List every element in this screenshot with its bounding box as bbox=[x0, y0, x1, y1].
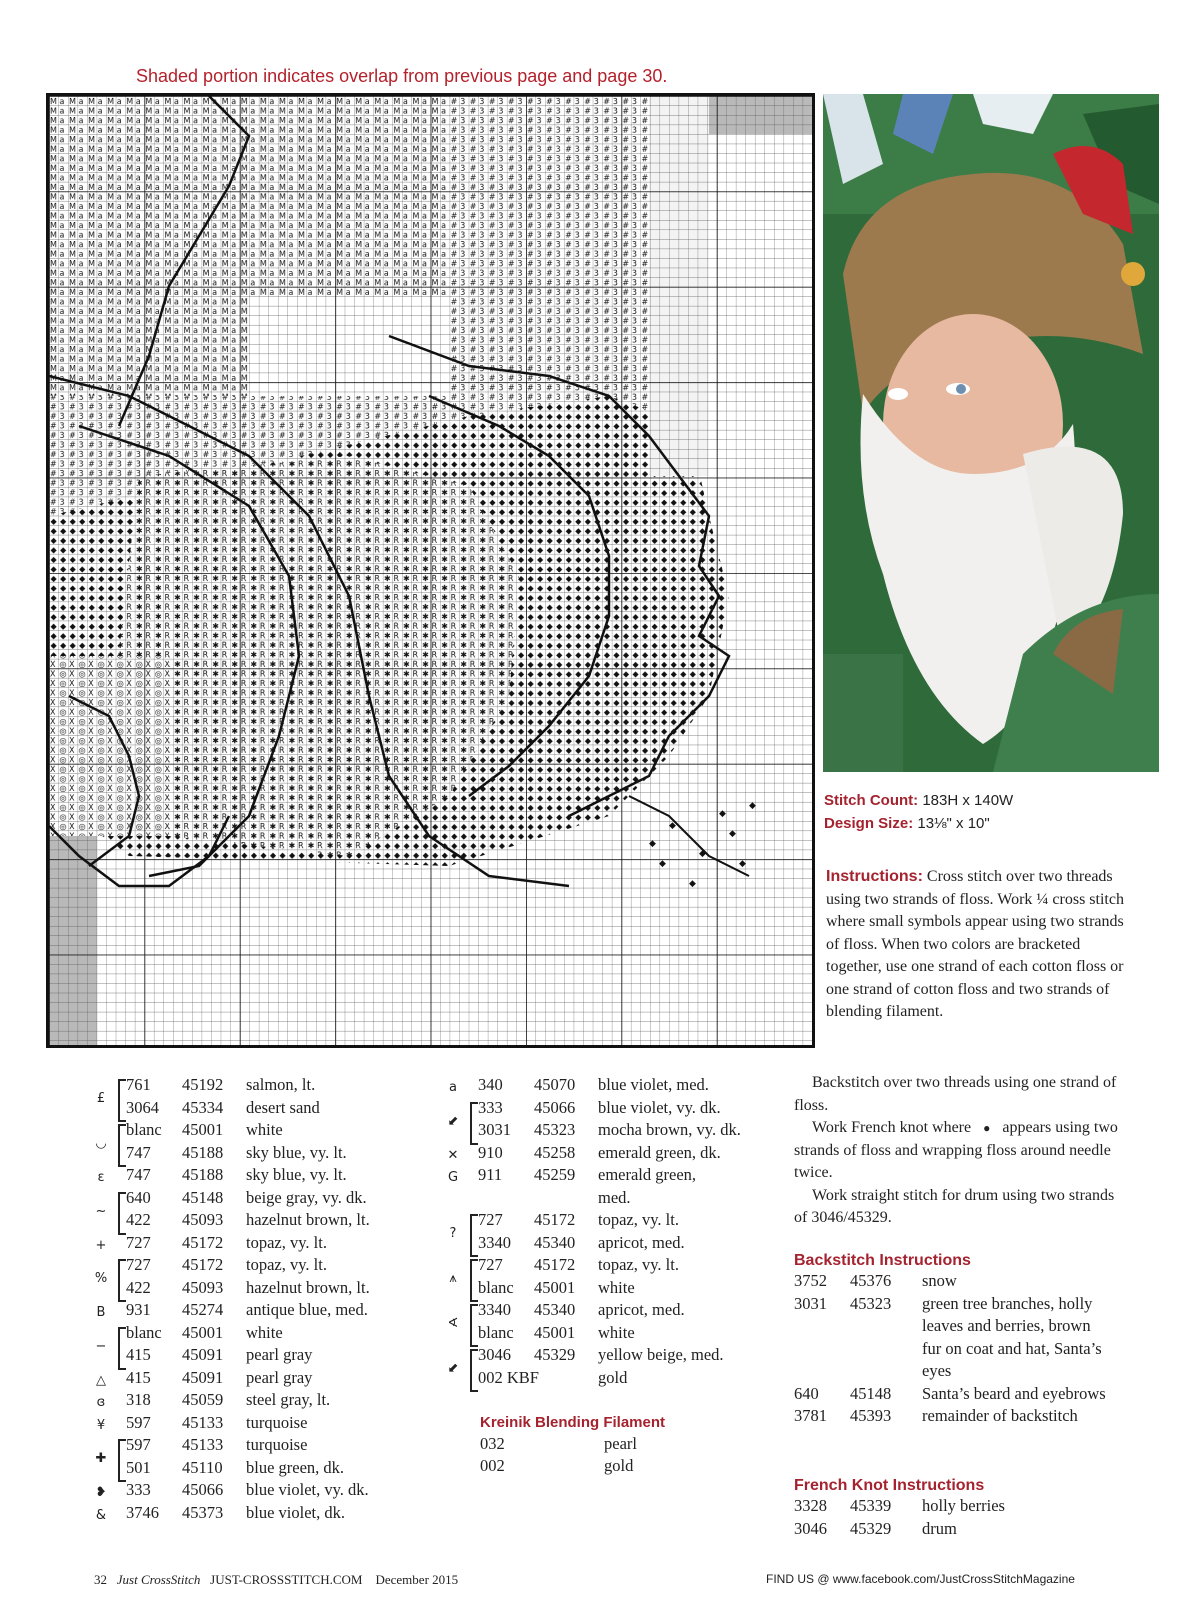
legend-color-name: blue violet, vy. dk. bbox=[598, 1097, 721, 1117]
legend-anchor-code: 45091 bbox=[182, 1367, 224, 1387]
legend-anchor-code: 45373 bbox=[182, 1502, 224, 1522]
legend-color-name: blue violet, dk. bbox=[246, 1502, 345, 1522]
legend-color-name: turquoise bbox=[246, 1435, 308, 1454]
legend-dmc-code: 640 bbox=[126, 1187, 151, 1207]
legend-anchor-code: 45093 bbox=[182, 1210, 224, 1229]
legend-color-name: emerald green, bbox=[598, 1165, 697, 1184]
legend-dmc-code: 761 bbox=[126, 1075, 151, 1094]
legend-color-name: topaz, vy. lt. bbox=[598, 1210, 679, 1229]
row-anchor-code: 45148 bbox=[850, 1383, 892, 1403]
legend-color-name: mocha brown, vy. dk. bbox=[598, 1120, 741, 1139]
legend-symbol-icon: ¥ bbox=[96, 1417, 106, 1433]
legend-anchor-code: 45172 bbox=[182, 1255, 224, 1274]
legend-color-name: emerald green, dk. bbox=[598, 1142, 721, 1162]
legend-symbol-icon: ✚ bbox=[95, 1451, 107, 1467]
bracket bbox=[118, 1439, 126, 1482]
legend-anchor-code: 45001 bbox=[182, 1120, 224, 1139]
legend-dmc-code: 727 bbox=[478, 1210, 503, 1229]
french-knot-dot-icon: ● bbox=[983, 1121, 991, 1135]
svg-text:◆: ◆ bbox=[739, 859, 746, 869]
legend-color-name: apricot, med. bbox=[598, 1300, 685, 1319]
legend-dmc-code: 747 bbox=[126, 1165, 151, 1184]
legend-dmc-code: 422 bbox=[126, 1277, 151, 1297]
issue-date: December 2015 bbox=[375, 1572, 459, 1587]
row-dmc-code: 3781 bbox=[794, 1406, 827, 1425]
row-anchor-code: 45323 bbox=[850, 1293, 892, 1313]
legend-dmc-code: 727 bbox=[478, 1255, 503, 1274]
instruction-row bbox=[794, 1293, 1124, 1383]
svg-text:◆: ◆ bbox=[719, 809, 726, 819]
legend-color-name: yellow beige, med. bbox=[598, 1345, 724, 1364]
stitch-count-label: Stitch Count: bbox=[824, 792, 919, 809]
legend-dmc-code: 3064 bbox=[126, 1097, 159, 1117]
legend-color-name: pearl gray bbox=[246, 1345, 313, 1364]
svg-text:◆: ◆ bbox=[729, 829, 736, 839]
legend-dmc-code: 501 bbox=[126, 1457, 151, 1477]
instructions-block bbox=[826, 866, 1126, 1024]
legend-color-name: med. bbox=[598, 1187, 631, 1207]
instructions-para2: Backstitch over two threads using one strand of floss. bbox=[794, 1074, 1117, 1114]
legend-color-name: sky blue, vy. lt. bbox=[246, 1165, 347, 1184]
instruction-row bbox=[794, 1495, 1124, 1518]
row-anchor-code: 45329 bbox=[850, 1518, 892, 1538]
instructions-lead: Instructions: bbox=[826, 868, 923, 885]
legend-anchor-code: 45059 bbox=[182, 1390, 224, 1409]
backstitch-section bbox=[794, 1252, 1124, 1428]
legend-color-name: white bbox=[246, 1322, 283, 1342]
legend-anchor-code: 45274 bbox=[182, 1300, 224, 1319]
legend-anchor-code: 45172 bbox=[182, 1232, 224, 1252]
legend-symbol-icon: £ bbox=[96, 1091, 106, 1107]
legend-anchor-code: 45172 bbox=[534, 1210, 576, 1229]
legend-dmc-code: 415 bbox=[126, 1367, 151, 1387]
row-description: remainder of backstitch bbox=[922, 1406, 1078, 1425]
legend-color-name: white bbox=[246, 1120, 283, 1139]
legend-color-name: salmon, lt. bbox=[246, 1075, 316, 1094]
chart-grid bbox=[49, 96, 812, 1045]
bracket bbox=[118, 1079, 126, 1122]
floss-legend-middle bbox=[444, 1074, 784, 1404]
row-dmc-code: 3031 bbox=[794, 1293, 827, 1313]
row-anchor-code: 45393 bbox=[850, 1406, 892, 1425]
legend-color-name: turquoise bbox=[246, 1412, 308, 1432]
bracket bbox=[470, 1102, 478, 1145]
french-knot-section bbox=[794, 1477, 1124, 1540]
legend-color-name: desert sand bbox=[246, 1097, 320, 1117]
backstitch-title: Backstitch Instructions bbox=[794, 1252, 971, 1269]
legend-anchor-code: 45259 bbox=[534, 1165, 576, 1184]
legend-dmc-code: blanc bbox=[478, 1277, 514, 1297]
legend-color-name: white bbox=[598, 1277, 635, 1297]
legend-dmc-code: 3046 bbox=[478, 1345, 511, 1364]
legend-dmc-code: 931 bbox=[126, 1300, 151, 1319]
legend-anchor-code: 45172 bbox=[534, 1255, 576, 1274]
find-us-link[interactable]: FIND US @ www.facebook.com/JustCrossStitchMagazine bbox=[766, 1572, 1075, 1586]
design-size-label: Design Size: bbox=[824, 815, 914, 832]
instructions-more bbox=[794, 1072, 1124, 1230]
legend-anchor-code: 45066 bbox=[534, 1097, 576, 1117]
legend-anchor-code: 45192 bbox=[182, 1075, 224, 1094]
stitch-count bbox=[824, 792, 1013, 809]
legend-dmc-code: 3340 bbox=[478, 1232, 511, 1252]
bracket bbox=[118, 1192, 126, 1235]
legend-anchor-code: 45093 bbox=[182, 1277, 224, 1297]
legend-symbol-icon: ε bbox=[97, 1170, 105, 1185]
legend-anchor-code: 45188 bbox=[182, 1142, 224, 1162]
legend-dmc-code: 910 bbox=[478, 1142, 503, 1162]
instruction-row bbox=[794, 1270, 1124, 1293]
site-link[interactable]: JUST-CROSSSTITCH.COM bbox=[210, 1572, 363, 1587]
legend-symbol-icon: & bbox=[95, 1507, 107, 1523]
row-description: holly berries bbox=[922, 1496, 1005, 1515]
legend-color-name: topaz, vy. lt. bbox=[246, 1255, 327, 1274]
legend-color-name: gold bbox=[598, 1367, 628, 1387]
legend-dmc-code: 727 bbox=[126, 1255, 151, 1274]
legend-anchor-code: 45148 bbox=[182, 1187, 224, 1207]
legend-anchor-code: 45258 bbox=[534, 1142, 576, 1162]
kreinik-code: 002 bbox=[480, 1456, 505, 1475]
legend-dmc-code: 727 bbox=[126, 1232, 151, 1252]
legend-color-name: hazelnut brown, lt. bbox=[246, 1277, 370, 1297]
row-description: green tree branches, holly leaves and berries, brown fur on coat and hat, Santa’s eyes bbox=[922, 1293, 1102, 1380]
french-knot-title: French Knot Instructions bbox=[794, 1477, 985, 1494]
svg-text:◆: ◆ bbox=[649, 839, 656, 849]
design-size bbox=[824, 815, 990, 832]
legend-dmc-code: 333 bbox=[126, 1480, 151, 1499]
legend-color-name: blue green, dk. bbox=[246, 1457, 345, 1477]
legend-anchor-code: 45334 bbox=[182, 1097, 224, 1117]
legend-dmc-code: 3031 bbox=[478, 1120, 511, 1139]
legend-symbol-icon: △ bbox=[96, 1372, 106, 1388]
svg-text:◆: ◆ bbox=[749, 801, 756, 811]
legend-symbol-icon: ɞ bbox=[96, 1395, 106, 1410]
stitch-count-value: 183H x 140W bbox=[922, 792, 1014, 809]
legend-dmc-code: 597 bbox=[126, 1412, 151, 1432]
legend-anchor-code: 45001 bbox=[534, 1277, 576, 1297]
legend-dmc-code: 415 bbox=[126, 1345, 151, 1364]
legend-symbol-icon: ❥ bbox=[95, 1485, 107, 1500]
legend-color-name: blue violet, vy. dk. bbox=[246, 1480, 369, 1499]
bracket bbox=[118, 1259, 126, 1302]
legend-anchor-code: 45001 bbox=[182, 1322, 224, 1342]
row-description: drum bbox=[922, 1518, 957, 1538]
kreinik-name: pearl bbox=[604, 1434, 637, 1453]
legend-anchor-code: 45133 bbox=[182, 1435, 224, 1454]
legend-dmc-code: 422 bbox=[126, 1210, 151, 1229]
row-anchor-code: 45376 bbox=[850, 1271, 892, 1290]
legend-dmc-code: 747 bbox=[126, 1142, 151, 1162]
legend-anchor-code: 45091 bbox=[182, 1345, 224, 1364]
kreinik-code: 032 bbox=[480, 1434, 505, 1453]
legend-anchor-code: 45133 bbox=[182, 1412, 224, 1432]
legend-color-name: apricot, med. bbox=[598, 1232, 685, 1252]
legend-dmc-code: 3746 bbox=[126, 1502, 159, 1522]
legend-dmc-code: 002 KBF bbox=[478, 1367, 539, 1387]
legend-anchor-code: 45001 bbox=[534, 1322, 576, 1342]
legend-color-name: antique blue, med. bbox=[246, 1300, 368, 1319]
instruction-row bbox=[794, 1405, 1124, 1428]
legend-color-name: topaz, vy. lt. bbox=[246, 1232, 327, 1252]
legend-anchor-code: 45066 bbox=[182, 1480, 224, 1499]
svg-text:◆: ◆ bbox=[689, 879, 696, 889]
row-anchor-code: 45339 bbox=[850, 1496, 892, 1515]
legend-symbol-icon: + bbox=[95, 1237, 107, 1253]
instructions-para3b: appears using two strands of floss and wrapping floss around needle twice. bbox=[794, 1119, 1118, 1181]
legend-symbol-icon: − bbox=[95, 1338, 107, 1354]
instructions-para1: Cross stitch over two threads using two strands of floss. Work ¼ cross stitch where small symbols appear using two strands of floss. When two colors are bracketed together, use one strand of each cotton floss or one strand of cotton floss and two strands of blending filament. bbox=[826, 868, 1124, 1020]
magazine-name: Just CrossStitch bbox=[116, 1572, 201, 1587]
bracket bbox=[470, 1349, 478, 1392]
legend-symbol-icon: ⬋ bbox=[447, 1113, 459, 1129]
bracket bbox=[470, 1214, 478, 1257]
instructions-para3a: Work French knot where bbox=[812, 1119, 972, 1136]
footer-left bbox=[94, 1572, 458, 1588]
instruction-row bbox=[794, 1383, 1124, 1406]
legend-anchor-code: 45323 bbox=[534, 1120, 576, 1139]
row-dmc-code: 3752 bbox=[794, 1271, 827, 1290]
overlap-note: Shaded portion indicates overlap from previous page and page 30. bbox=[136, 66, 668, 86]
legend-color-name: hazelnut brown, lt. bbox=[246, 1210, 370, 1229]
cross-stitch-chart bbox=[46, 93, 815, 1048]
legend-dmc-code: 3340 bbox=[478, 1300, 511, 1319]
legend-anchor-code: 45340 bbox=[534, 1300, 576, 1319]
legend-symbol-icon: ⩚ bbox=[449, 1271, 457, 1287]
kreinik-section bbox=[480, 1414, 760, 1481]
instruction-row bbox=[794, 1518, 1124, 1541]
svg-text:◆: ◆ bbox=[699, 849, 706, 859]
legend-dmc-code: 597 bbox=[126, 1435, 151, 1454]
bracket bbox=[470, 1259, 478, 1302]
floss-legend-left bbox=[92, 1074, 432, 1534]
legend-anchor-code: 45340 bbox=[534, 1232, 576, 1252]
row-description: Santa’s beard and eyebrows bbox=[922, 1383, 1106, 1403]
legend-symbol-icon: ⬋ bbox=[447, 1361, 459, 1377]
stitched-santa-photo bbox=[823, 94, 1159, 772]
instructions-para4: Work straight stitch for drum using two strands of 3046/45329. bbox=[794, 1186, 1115, 1226]
legend-dmc-code: 340 bbox=[478, 1075, 503, 1094]
kreinik-name: gold bbox=[604, 1456, 634, 1475]
row-description: snow bbox=[922, 1271, 957, 1290]
bracket bbox=[470, 1304, 478, 1347]
legend-dmc-code: 318 bbox=[126, 1390, 151, 1409]
legend-symbol-icon: ✕ bbox=[447, 1147, 459, 1163]
legend-symbol-icon: ~ bbox=[95, 1203, 107, 1219]
legend-symbol-icon: ∢ bbox=[447, 1316, 459, 1332]
row-dmc-code: 3046 bbox=[794, 1518, 827, 1538]
legend-color-name: pearl gray bbox=[246, 1367, 313, 1387]
legend-color-name: sky blue, vy. lt. bbox=[246, 1142, 347, 1162]
legend-dmc-code: blanc bbox=[126, 1322, 162, 1342]
legend-dmc-code: 333 bbox=[478, 1097, 503, 1117]
legend-anchor-code: 45188 bbox=[182, 1165, 224, 1184]
bracket bbox=[118, 1124, 126, 1167]
page-number: 32 bbox=[94, 1572, 107, 1587]
legend-symbol-icon: ◡ bbox=[95, 1136, 107, 1152]
legend-symbol-icon: ? bbox=[449, 1226, 457, 1242]
legend-symbol-icon: % bbox=[94, 1271, 108, 1287]
legend-dmc-code: blanc bbox=[478, 1322, 514, 1342]
legend-anchor-code: 45110 bbox=[182, 1457, 223, 1477]
kreinik-title: Kreinik Blending Filament bbox=[480, 1414, 666, 1431]
legend-color-name: beige gray, vy. dk. bbox=[246, 1187, 367, 1207]
legend-color-name: topaz, vy. lt. bbox=[598, 1255, 679, 1274]
legend-dmc-code: 911 bbox=[478, 1165, 503, 1184]
bracket bbox=[118, 1327, 126, 1370]
legend-color-name: steel gray, lt. bbox=[246, 1390, 331, 1409]
row-dmc-code: 3328 bbox=[794, 1496, 827, 1515]
legend-color-name: blue violet, med. bbox=[598, 1075, 709, 1094]
svg-text:◆: ◆ bbox=[659, 859, 666, 869]
santa-illustration bbox=[823, 94, 1159, 772]
legend-anchor-code: 45070 bbox=[534, 1075, 576, 1094]
legend-symbol-icon: B bbox=[96, 1305, 106, 1320]
legend-symbol-icon: G bbox=[447, 1170, 459, 1185]
legend-symbol-icon: a bbox=[449, 1080, 457, 1095]
legend-color-name: white bbox=[598, 1322, 635, 1342]
legend-anchor-code: 45329 bbox=[534, 1345, 576, 1364]
legend-dmc-code: blanc bbox=[126, 1120, 162, 1139]
row-dmc-code: 640 bbox=[794, 1383, 819, 1403]
svg-text:◆: ◆ bbox=[669, 821, 676, 831]
design-size-value: 13⅛" x 10" bbox=[917, 815, 990, 832]
